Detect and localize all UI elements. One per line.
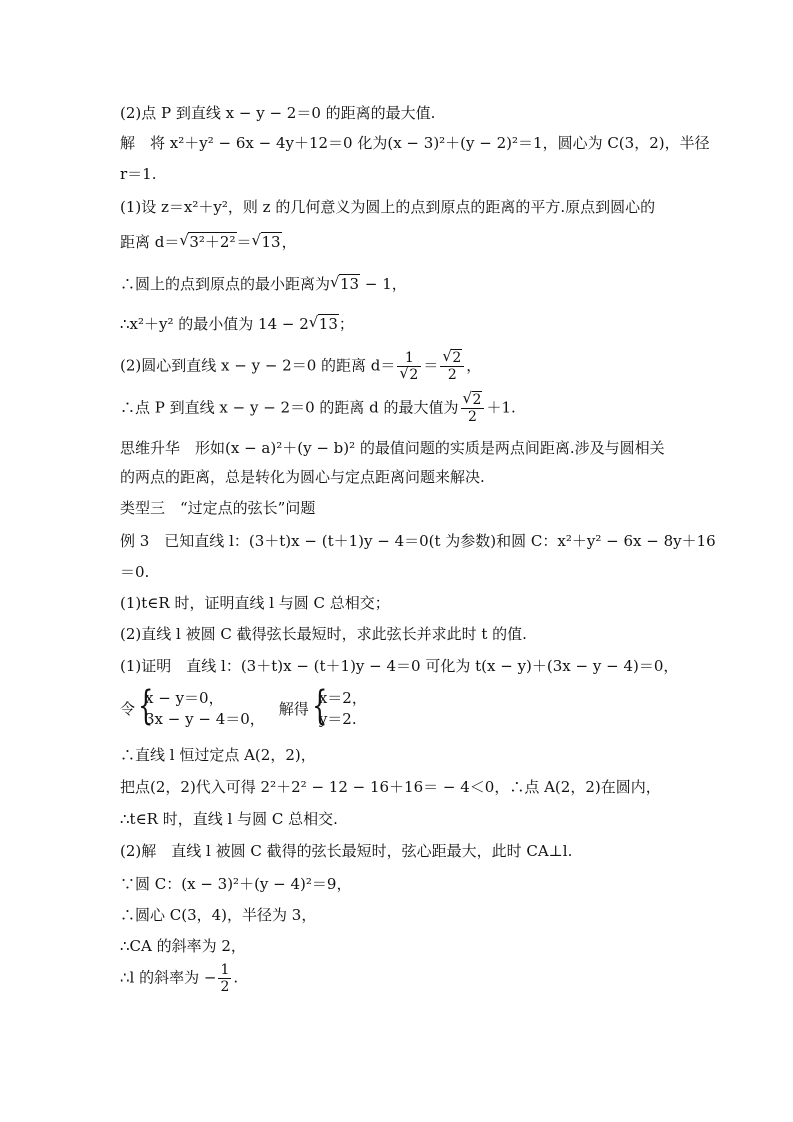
text-fragment: ∴x²＋y² 的最小值为 14 − 2 bbox=[120, 315, 309, 333]
line-solution2: (2)解 直线 l 被圆 C 截得的弦长最短时，弦心距最大，此时 CA⊥l. bbox=[120, 842, 573, 860]
line-example3-q1: (1)t∈R 时，证明直线 l 与圆 C 总相交； bbox=[120, 594, 390, 612]
line-max-distance bbox=[120, 392, 516, 425]
line-example3-end: ＝0. bbox=[120, 563, 150, 581]
text-fragment: ＝ bbox=[423, 356, 439, 375]
numerator: 1 bbox=[397, 350, 421, 367]
line-example3-q2: (2)直线 l 被圆 C 截得弦长最短时，求此弦长并求此时 t 的值. bbox=[120, 625, 527, 643]
text-fragment: ； bbox=[338, 315, 354, 333]
radicand: 2 bbox=[472, 392, 482, 408]
radicand: 2 bbox=[409, 367, 419, 383]
text-fragment: (2)圆心到直线 x − y − 2＝0 的距离 d＝ bbox=[120, 356, 396, 375]
fraction bbox=[461, 392, 485, 425]
sqrt-expression bbox=[309, 314, 339, 334]
denominator: 2 bbox=[468, 409, 477, 425]
line-fixed-point: ∴直线 l 恒过定点 A(2，2)， bbox=[120, 746, 316, 764]
text-fragment: ， bbox=[466, 356, 482, 375]
line-distance-d bbox=[120, 232, 297, 252]
section-heading-type3: 类型三 “过定点的弦长”问题 bbox=[120, 499, 316, 517]
line-solution-intro: 解 将 x²＋y² − 6x − 4y＋12＝0 化为(x − 3)²＋(y − 2)²＝1，圆心为 C(3，2)，半径 bbox=[120, 134, 710, 152]
line-part2-question: (2)点 P 到直线 x − y − 2＝0 的距离的最大值. bbox=[120, 104, 436, 122]
text-fragment: ， bbox=[281, 233, 297, 251]
radicand: 13 bbox=[261, 233, 281, 251]
solution-system bbox=[309, 688, 367, 730]
radicand: 13 bbox=[340, 275, 360, 293]
equation-system bbox=[135, 688, 265, 730]
sqrt-expression bbox=[330, 274, 360, 294]
fraction bbox=[397, 350, 421, 383]
equation: { x＝2， bbox=[318, 689, 367, 707]
text-fragment: ∴点 P 到直线 x − y − 2＝0 的距离 d 的最大值为 bbox=[120, 398, 459, 417]
numerator bbox=[440, 350, 464, 367]
line-center-radius: ∴圆心 C(3，4)，半径为 3， bbox=[120, 906, 317, 924]
text-fragment: ＋1. bbox=[486, 398, 516, 417]
line-conclusion1: ∴t∈R 时，直线 l 与圆 C 总相交. bbox=[120, 810, 338, 828]
sqrt-expression bbox=[442, 350, 462, 366]
text-fragment: ∴l 的斜率为 − bbox=[120, 968, 217, 987]
numerator: 1 bbox=[220, 962, 230, 978]
text-fragment: 距离 d＝ bbox=[120, 233, 180, 251]
text-fragment: 令 bbox=[120, 700, 136, 718]
equation: { x − y＝0， bbox=[145, 689, 224, 707]
radicand: 3²＋2² bbox=[189, 233, 236, 251]
numerator bbox=[461, 392, 485, 409]
line-sub1-setup: (1)设 z＝x²＋y²，则 z 的几何意义为圆上的点到原点的距离的平方.原点到圆心的 bbox=[120, 198, 656, 216]
sqrt-expression bbox=[179, 232, 236, 252]
line-min-value bbox=[120, 314, 354, 334]
text-fragment: 解得 bbox=[278, 700, 309, 718]
sqrt-expression bbox=[463, 392, 483, 408]
line-min-distance bbox=[120, 274, 407, 294]
denominator bbox=[397, 367, 421, 383]
sqrt-expression bbox=[399, 367, 419, 383]
text-fragment: ∴圆上的点到原点的最小距离为 bbox=[120, 275, 331, 293]
line-sub2-distance bbox=[120, 350, 481, 383]
line-radius: r＝1. bbox=[120, 165, 157, 183]
text-fragment: . bbox=[233, 968, 239, 987]
fraction bbox=[218, 962, 231, 995]
text-fragment: − 1， bbox=[360, 275, 407, 293]
denominator: 2 bbox=[220, 979, 230, 995]
line-slope-l bbox=[120, 962, 238, 995]
line-example3: 例 3 已知直线 l：(3＋t)x − (t＋1)y − 4＝0(t 为参数)和圆 C：x²＋y² − 6x − 8y＋16 bbox=[120, 532, 716, 550]
line-proof1: (1)证明 直线 l：(3＋t)x − (t＋1)y − 4＝0 可化为 t(x − y)＋(3x − y − 4)＝0， bbox=[120, 657, 679, 675]
line-summary-1: 思维升华 形如(x − a)²＋(y − b)² 的最值问题的实质是两点间距离.涉及与圆相关 bbox=[120, 439, 665, 457]
text-fragment: ＝ bbox=[236, 233, 252, 251]
fraction bbox=[440, 350, 464, 383]
equation: y＝2. bbox=[318, 710, 357, 728]
radicand: 13 bbox=[318, 315, 338, 333]
denominator: 2 bbox=[447, 367, 457, 383]
equation: 3x − y − 4＝0， bbox=[145, 710, 265, 728]
line-circle-eq: ∵圆 C：(x − 3)²＋(y − 4)²＝9， bbox=[120, 875, 352, 893]
line-system-equations bbox=[120, 688, 367, 730]
line-substitute: 把点(2，2)代入可得 2²＋2² − 12 − 16＋16＝ − 4＜0，∴点 A(2，2)在圆内， bbox=[120, 778, 661, 796]
radicand: 2 bbox=[452, 350, 462, 366]
line-slope-ca: ∴CA 的斜率为 2， bbox=[120, 937, 246, 955]
line-summary-2: 的两点的距离，总是转化为圆心与定点距离问题来解决. bbox=[120, 468, 485, 486]
sqrt-expression bbox=[252, 232, 282, 252]
